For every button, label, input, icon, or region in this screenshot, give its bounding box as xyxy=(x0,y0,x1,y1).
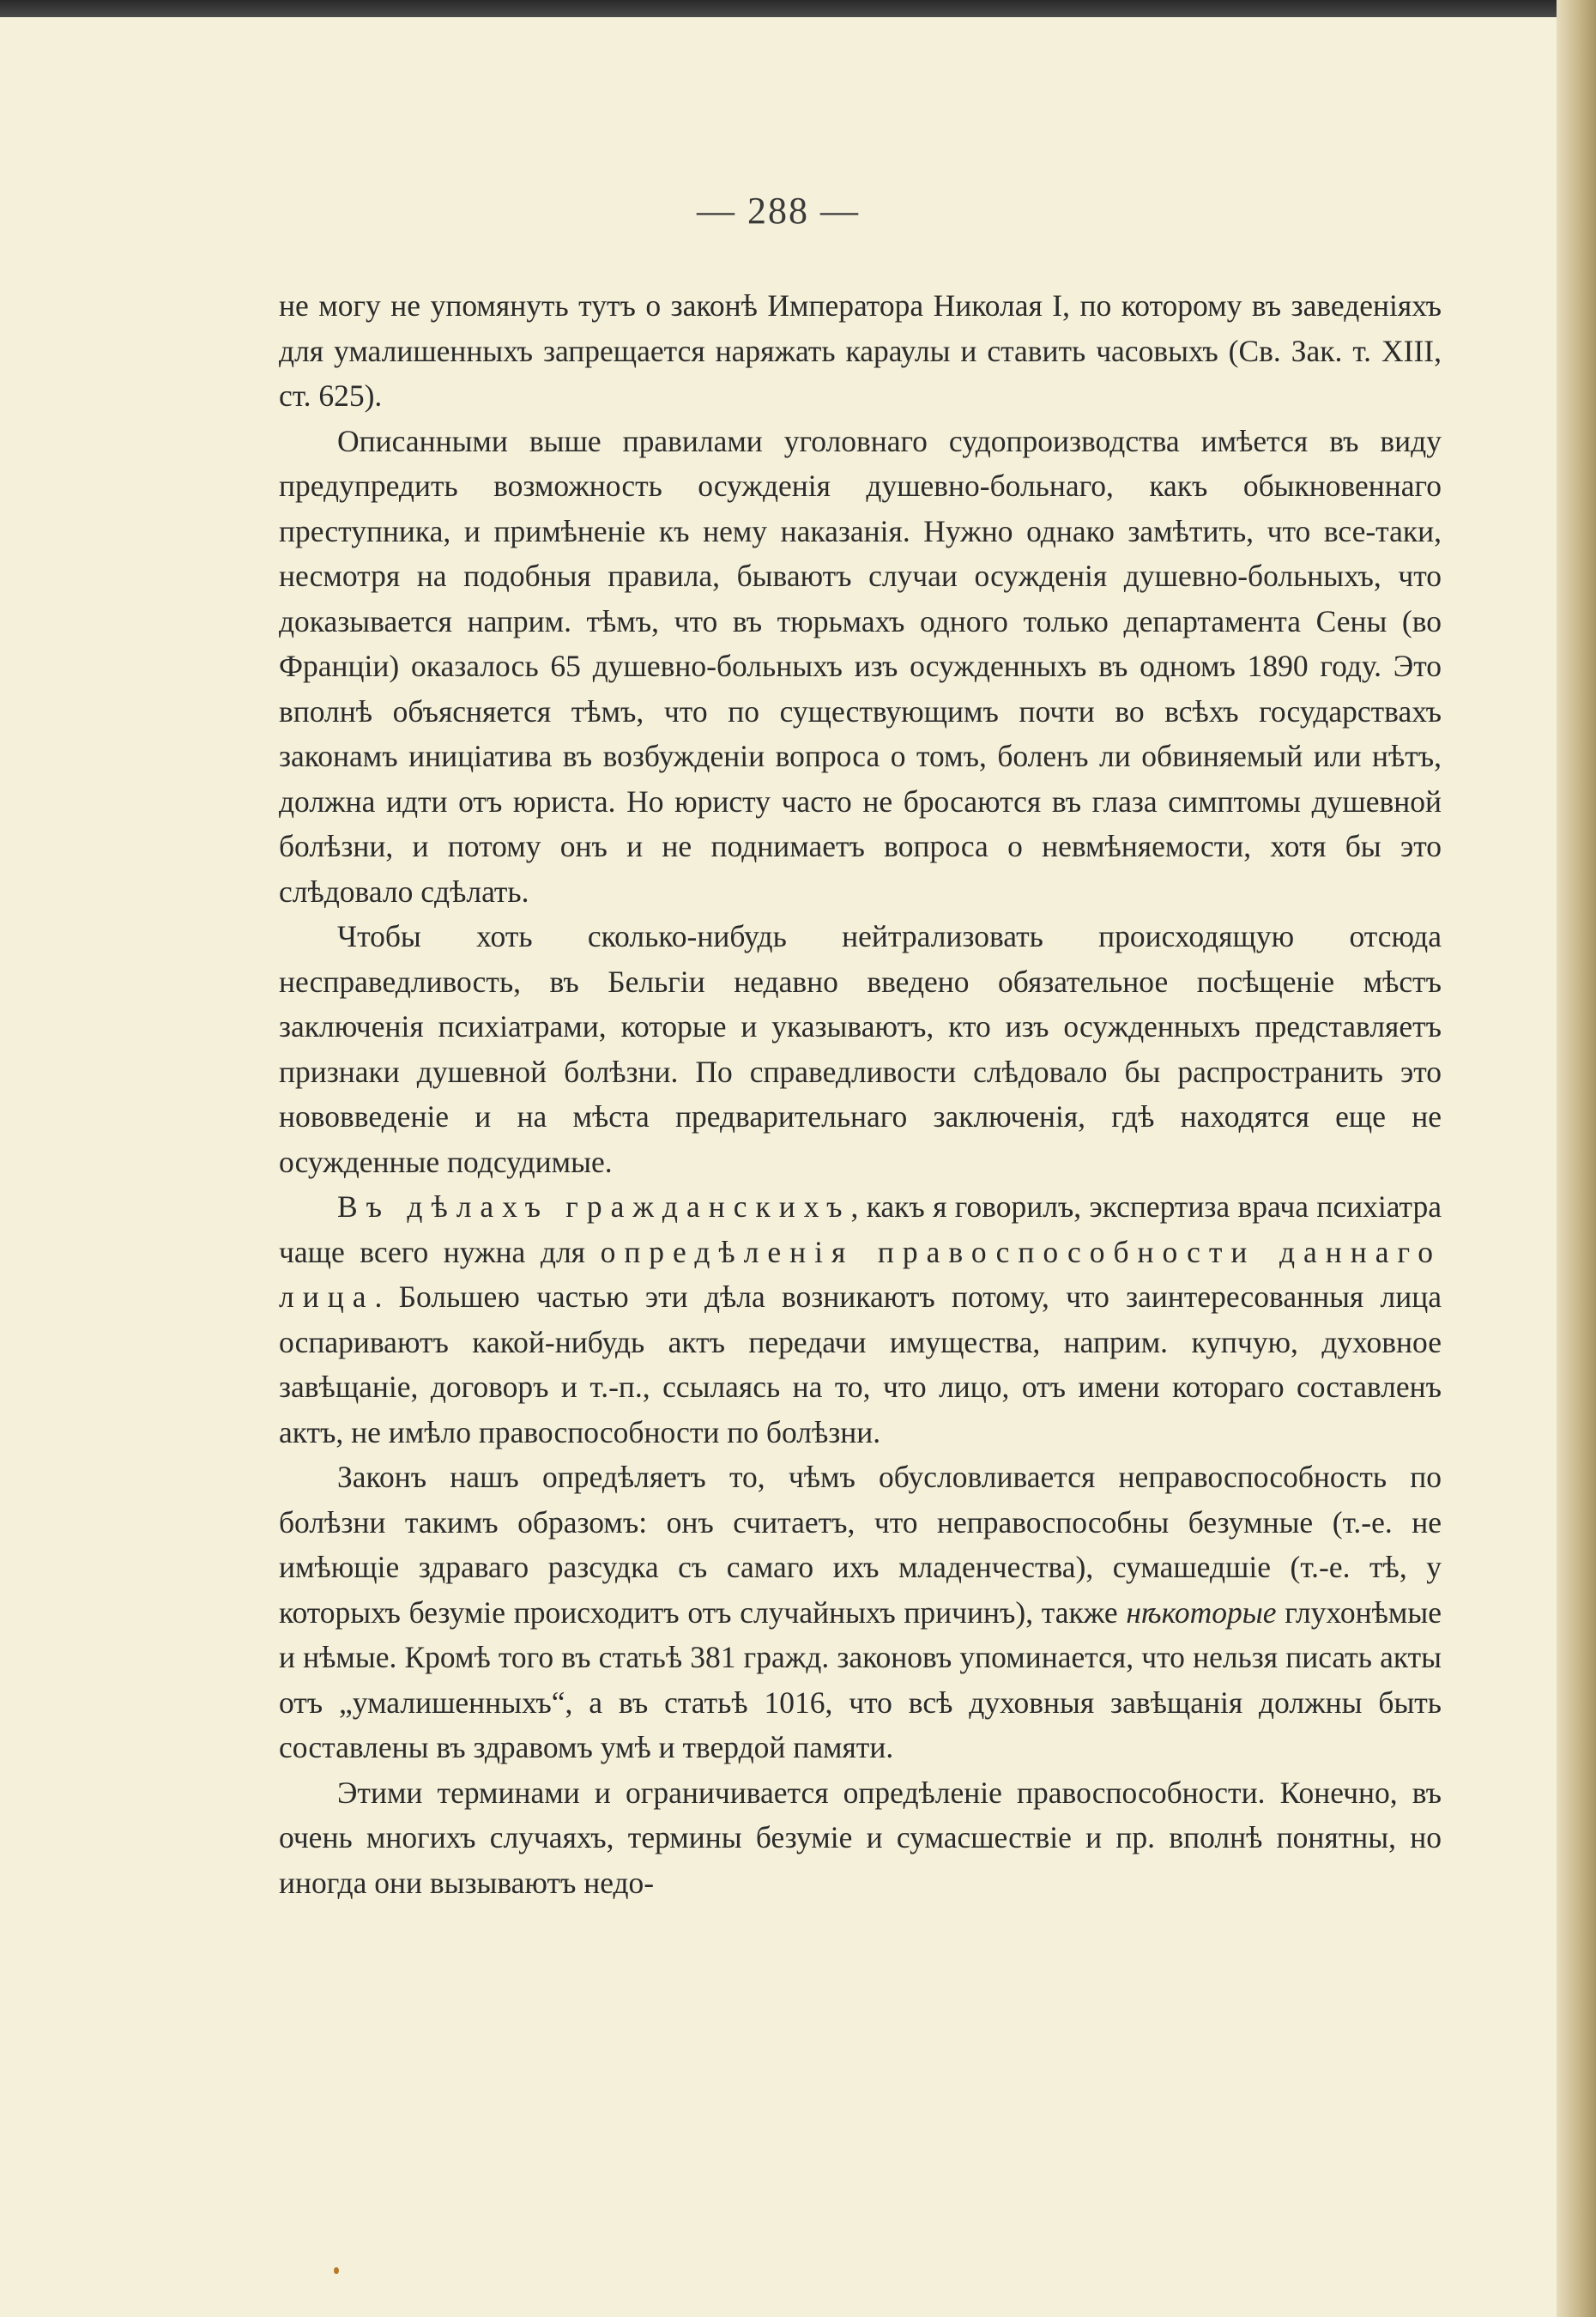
text-segment: . Большею частью эти дѣла возникаютъ потому, что заинтересованныя лица оспариваютъ какой-нибудь актъ передачи имущества, наприм. купчую, духовное завѣщаніе, договоръ и т.-п., ссылаясь на то, что лицо, отъ имени котораго составленъ актъ, не имѣло правоспособности по болѣзни. xyxy=(279,1279,1442,1449)
text-segment: глухонѣмые и нѣмые. Кромѣ того въ статьѣ 381 гражд. законовъ упоминается, что нельзя писать акты отъ „умалишенныхъ“, а въ статьѣ 1016, что всѣ духовныя завѣщанія должны быть составлены въ здравомъ умѣ и твердой памяти. xyxy=(279,1594,1442,1764)
page-number: — 288 — xyxy=(697,190,860,232)
scan-right-edge xyxy=(1557,0,1596,2317)
text-segment: Описанными выше правилами уголовнаго судопроизводства имѣется въ виду предупредить возможность осужденія душевно-больнаго, какъ обыкновеннаго преступника, и примѣненіе къ нему наказанія. Нужно однако замѣтить, что все-таки, несмотря на подобныя правила, бываютъ случаи осужденія душевно-больныхъ, что доказывается наприм. тѣмъ, что въ тюрьмахъ одного только департамента Сены (во Франціи) оказалось 65 душевно-больныхъ изъ осужденныхъ въ одномъ 1890 году. Это вполнѣ объясняется тѣмъ, что по существующимъ почти во всѣхъ государствахъ законамъ иниціатива въ возбужденіи вопроса о томъ, боленъ ли обвиняемый или нѣтъ, должна идти отъ юриста. Но юристу часто не бросаются въ глаза симптомы душевной болѣзни, и потому онъ и не поднимаетъ вопроса о невмѣняемости, хотя бы это слѣдовало сдѣлать. xyxy=(279,423,1442,909)
page-body-text xyxy=(279,283,1442,1905)
text-segment: Законъ нашъ опредѣляетъ то, чѣмъ обусловливается неправоспособность по болѣзни такимъ образомъ: онъ считаетъ, что неправоспособны безумные (т.-е. не имѣющіе здраваго разсудка съ самаго ихъ младенчества), сумашедшіе (т.-е. тѣ, у которыхъ безуміе происходитъ отъ случайныхъ причинъ), также xyxy=(279,1460,1442,1630)
book-page xyxy=(0,17,1557,2317)
text-segment: Этими терминами и ограничивается опредѣленіе правоспособности. Конечно, въ очень многихъ случаяхъ, термины безуміе и сумасшествіе и пр. вполнѣ понятны, но иногда они вызываютъ недо- xyxy=(279,1775,1442,1900)
paragraph xyxy=(279,914,1442,1184)
paragraph xyxy=(279,419,1442,915)
paragraph xyxy=(279,1455,1442,1770)
paragraph xyxy=(279,1770,1442,1906)
italic-emphasis: нѣкоторые xyxy=(1126,1594,1277,1630)
scan-top-edge xyxy=(0,0,1596,17)
text-segment: Чтобы хоть сколько-нибудь нейтрализовать происходящую отсюда несправедливость, въ Бельгіи недавно введено обязательное посѣщеніе мѣстъ заключенія психіатрами, которые и указываютъ, кто изъ осужденныхъ представляетъ признаки душевной болѣзни. По справедливости слѣдовало бы распространить это нововведеніе и на мѣста предварительнаго заключенія, гдѣ находятся еще не осужденные подсудимые. xyxy=(279,919,1442,1179)
spaced-emphasis: Въ дѣлахъ гражданскихъ xyxy=(337,1189,851,1224)
paragraph xyxy=(279,283,1442,419)
text-segment: , какъ я говорилъ, экспертиза врача психіатра чаще всего нужна для xyxy=(279,1189,1442,1269)
spaced-emphasis: опредѣленія правоспособности даннаго лица xyxy=(279,1234,1442,1314)
paragraph xyxy=(279,1184,1442,1455)
text-segment: не могу не упомянуть тутъ о законѣ Императора Николая I, по которому въ заведеніяхъ для умалишенныхъ запрещается наряжать караулы и ставить часовыхъ (Св. Зак. т. XIII, ст. 625). xyxy=(279,288,1442,413)
paper-speck xyxy=(334,2267,339,2274)
